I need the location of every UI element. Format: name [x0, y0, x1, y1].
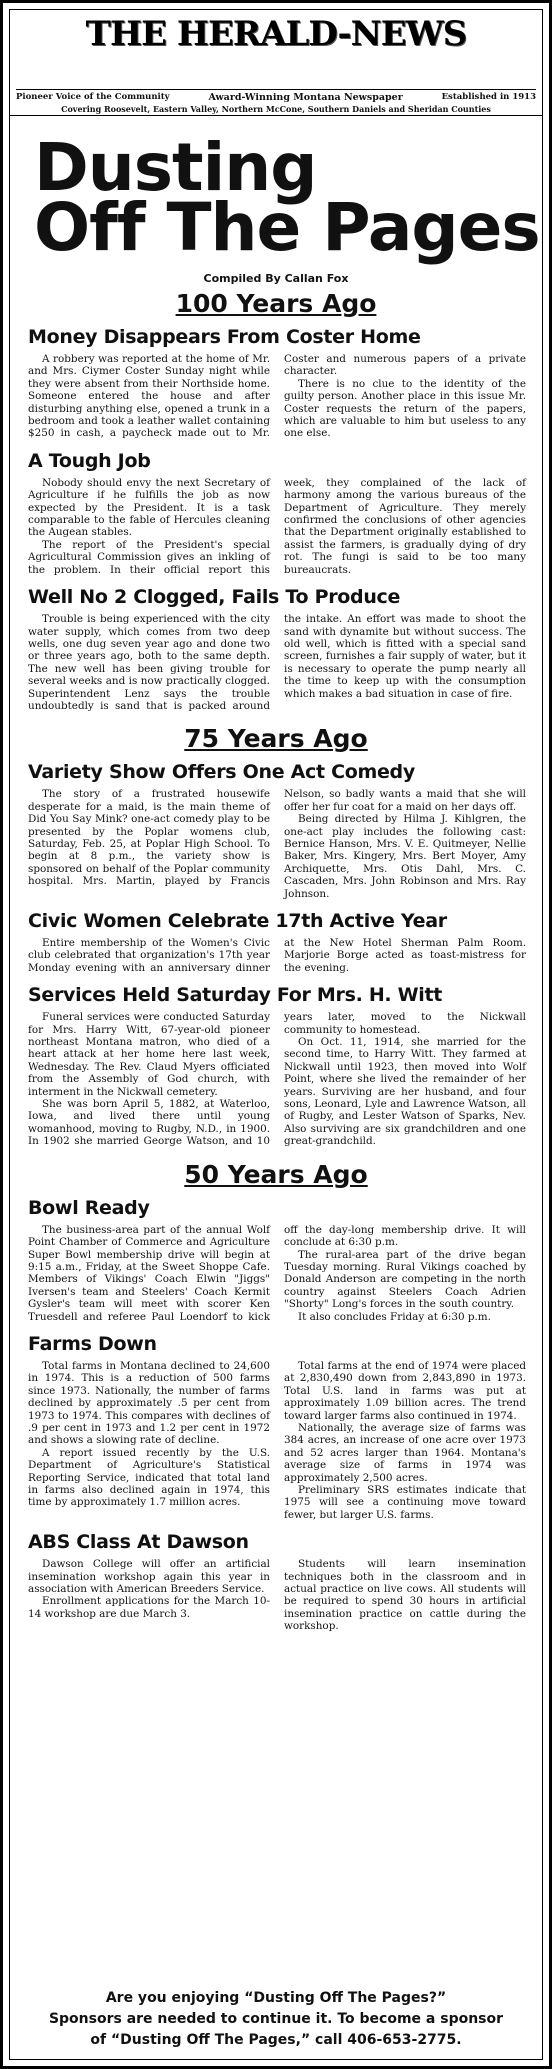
- article-paragraph: She was born April 5, 1882, at Waterloo, Iowa, and lived there until young womanhood, moving to Rugby, N.D., in 1900. In 1902 she married George Watson, and 10 years later, moved to the Nickwall community to homestead.: [28, 1011, 526, 1148]
- era-heading-75: 75 Years Ago: [184, 724, 368, 754]
- article-headline: Money Disappears From Coster Home: [28, 326, 421, 348]
- article-body: [28, 1360, 526, 1521]
- article-headline: Civic Women Celebrate 17th Active Year: [28, 910, 447, 932]
- article-paragraph: Funeral services were conducted Saturday for Mrs. Harry Witt, 67-year-old pioneer northeast Montana matron, who died of a heart attack at her home here last week, Wednesday. The Rev. Claud Myers officiated from the Assembly of God church, with interment in the Nickwall cemetery.: [28, 1011, 270, 1098]
- article-paragraph: Preliminary SRS estimates indicate that 1975 will see a continuing move toward fewer, but larger U.S. farms.: [284, 1484, 526, 1521]
- sponsor-ad-line1: Are you enjoying “Dusting Off The Pages?”: [105, 1990, 447, 2006]
- masthead-left: Pioneer Voice of the Community: [16, 92, 170, 102]
- article-headline: Well No 2 Clogged, Fails To Produce: [28, 586, 401, 609]
- page-frame: [9, 9, 543, 2060]
- page-title: [34, 129, 542, 266]
- article-paragraph: The report of the President's special Agricultural Commission gives an inkling of the problem. In their official report this week, they complained of the lack of harmony among the various bureaus of the Department of Agriculture. They merely confirmed the conclusions of other agencies that the Department originally established to assist the farmers, is gradually dying of dry rot. The fungi is said to be too many bureaucrats.: [28, 476, 526, 576]
- article-paragraph: Nobody should envy the next Secretary of Agriculture if he fulfills the job as now expected by the President. It is a task comparable to the fable of Hercules cleaning the Augean stables.: [28, 476, 270, 539]
- page-title-line1: Dusting: [34, 129, 317, 206]
- masthead-tagline-row: [16, 92, 536, 103]
- masthead-right: Established in 1913: [441, 92, 536, 102]
- article-paragraph: Dawson College will offer an artificial insemination workshop again this year in association with American Breeders Service.: [28, 1558, 270, 1596]
- article-body: [28, 353, 526, 440]
- article-paragraph: Nationally, the average size of farms was 384 acres, an increase of one acre over 1973 and 52 acres larger than 1964. Montana's average size of farms in 1974 was approximately 2,500 acres.: [284, 1421, 526, 1484]
- article-body: [28, 613, 526, 712]
- era-heading-50: 50 Years Ago: [184, 1159, 368, 1189]
- article-paragraph: Students will learn insemination techniques both in the classroom and in actual practice on live cows. All students will be required to spend 30 hours in artificial insemination practice on cattle during the workshop.: [284, 1558, 526, 1633]
- article-paragraph: Trouble is being experienced with the city water supply, which comes from two deep wells, one dug seven year ago and done two or three years ago, both to the same depth. The new well has been giving trouble for several weeks and is now practically clogged. Superintendent Lenz says the trouble undoubtedly is sand that is packed around the intake. An effort was made to shoot the sand with dynamite but without success. The old well, which is fitted with a special sand screen, furnishes a fair supply of water, but it is necessary to operate the pump nearly all the time to keep up with the consumption which makes a bad situation in case of fire.: [28, 613, 526, 712]
- article-paragraph: Enrollment applications for the March 10-14 workshop are due March 3.: [28, 1595, 270, 1620]
- article-headline: ABS Class At Dawson: [28, 1531, 249, 1554]
- article-paragraph: Being directed by Hilma J. Kihlgren, the one-act play includes the following cast: Bernice Hanson, Mrs. V. E. Quitmeyer, Nellie Baker, Mrs. Kingery, Mrs. Bert Moyer, Amy Archiquette, Mrs. Otis Dahl, Mrs. C. Cascaden, Mrs. John Robinson and Mrs. Ray Johnson.: [284, 813, 526, 900]
- sponsor-ad-line2: Sponsors are needed to continue it. To become a sponsor: [48, 2011, 504, 2027]
- article-headline: Bowl Ready: [28, 1196, 150, 1219]
- article-paragraph: Entire membership of the Women's Civic club celebrated that organization's 17th year Monday evening with an anniversary dinner at the New Hotel Sherman Palm Room. Marjorie Borge acted as toast-mistress for the evening.: [28, 937, 526, 974]
- article-headline: Services Held Saturday For Mrs. H. Witt: [28, 984, 443, 1007]
- article-body: [28, 477, 526, 576]
- article-paragraph: The rural-area part of the drive began Tuesday morning. Rural Vikings coached by Donald Anderson are competing in the north country against Steelers Coach Adrien "Shorty" Long's forces in the south country.: [284, 1248, 526, 1311]
- article-paragraph: Total farms at the end of 1974 were placed at 2,830,490 down from 2,843,890 in 1973. Total U.S. land in farms was put at approximately 1.09 billion acres. The trend toward larger farms also continued in 1974.: [284, 1359, 526, 1422]
- sponsor-ad: [10, 1988, 542, 2051]
- article-paragraph: On Oct. 11, 1914, she married for the second time, to Harry Witt. They farmed at Nickwall until 1923, then moved into Wolf Point, where she lived the remainder of her years. Surviving are her husband, and four sons, Leonard, Lyle and Lawrence Watson, all of Rugby, and Lester Watson of Sparks, Nev. Also surviving are six grandchildren and one great-grandchild.: [284, 1036, 526, 1148]
- article-paragraph: A robbery was reported at the home of Mr. and Mrs. Ciymer Coster Sunday night while they were absent from their Northside home. Someone entered the house and after disturbing anything else, opened a trunk in a bedroom and took a leather wallet containing $250 in cash, a paycheck made out to Mr. Coster and numerous papers of a private character.: [28, 353, 526, 440]
- sponsor-ad-line3: of “Dusting Off The Pages,” call 406-653-2775.: [90, 2032, 462, 2048]
- article-headline: Farms Down: [28, 1332, 157, 1355]
- article-paragraph: The story of a frustrated housewife desperate for a maid, is the main theme of Did You Say Mink? one-act comedy play to be presented by the Poplar womens club, Saturday, Feb. 25, at Poplar High School. To begin at 8 p.m., the variety show is sponsored on behalf of the Poplar community hospital. Mrs. Martin, played by Francis Nelson, so badly wants a maid that she will offer her fur coat for a maid on her days off.: [28, 788, 526, 888]
- masthead: [10, 10, 542, 116]
- masthead-title: THE HERALD-NEWS: [85, 14, 467, 54]
- article-body: [28, 1011, 526, 1147]
- article-paragraph: There is no clue to the identity of the guilty person. Another place in this issue Mr. Coster requests the return of the papers, which are valuable to him but useless to any one else.: [284, 377, 526, 440]
- article-body: [28, 1558, 526, 1632]
- article-paragraph: Total farms in Montana declined to 24,600 in 1974. This is a reduction of 500 farms since 1973. Nationally, the number of farms declined by approximately .5 per cent from 1973 to 1974. This compares with declines of .9 per cent in 1973 and 1.2 per cent in 1972 and shows a slowing rate of decline.: [28, 1359, 270, 1447]
- byline: Compiled By Callan Fox: [203, 272, 349, 285]
- article-paragraph: The business-area part of the annual Wolf Point Chamber of Commerce and Agriculture Super Bowl membership drive will begin at 9:15 a.m., Friday, at the Sweet Shoppe Cafe. Members of Vikings' Coach Elwin "Jiggs" Iversen's team and Steelers' Coach Kermit Gysler's team will meet with scorer Ken Truesdell and referee Paul Loendorf to kick off the day-long membership drive. It will conclude at 6:30 p.m.: [28, 1223, 526, 1323]
- era-heading-100: 100 Years Ago: [175, 289, 377, 318]
- article-body: [28, 937, 526, 974]
- masthead-coverage: Covering Roosevelt, Eastern Valley, Northern McCone, Southern Daniels and Sheridan Counties: [61, 104, 491, 114]
- article-body: [28, 1224, 526, 1323]
- page-title-line2: Off The Pages: [34, 189, 540, 266]
- article-body: [28, 788, 526, 900]
- article-headline: A Tough Job: [28, 449, 151, 472]
- masthead-rule: [16, 89, 536, 90]
- article-paragraph: It also concludes Friday at 6:30 p.m.: [298, 1310, 491, 1323]
- masthead-center: Award-Winning Montana Newspaper: [208, 92, 403, 103]
- article-paragraph: A report issued recently by the U.S. Department of Agriculture's Statistical Reporting Service, indicated that total land in farms also declined again in 1974, this time by approximately 1.7 million acres.: [28, 1446, 270, 1509]
- article-headline: Variety Show Offers One Act Comedy: [28, 761, 415, 784]
